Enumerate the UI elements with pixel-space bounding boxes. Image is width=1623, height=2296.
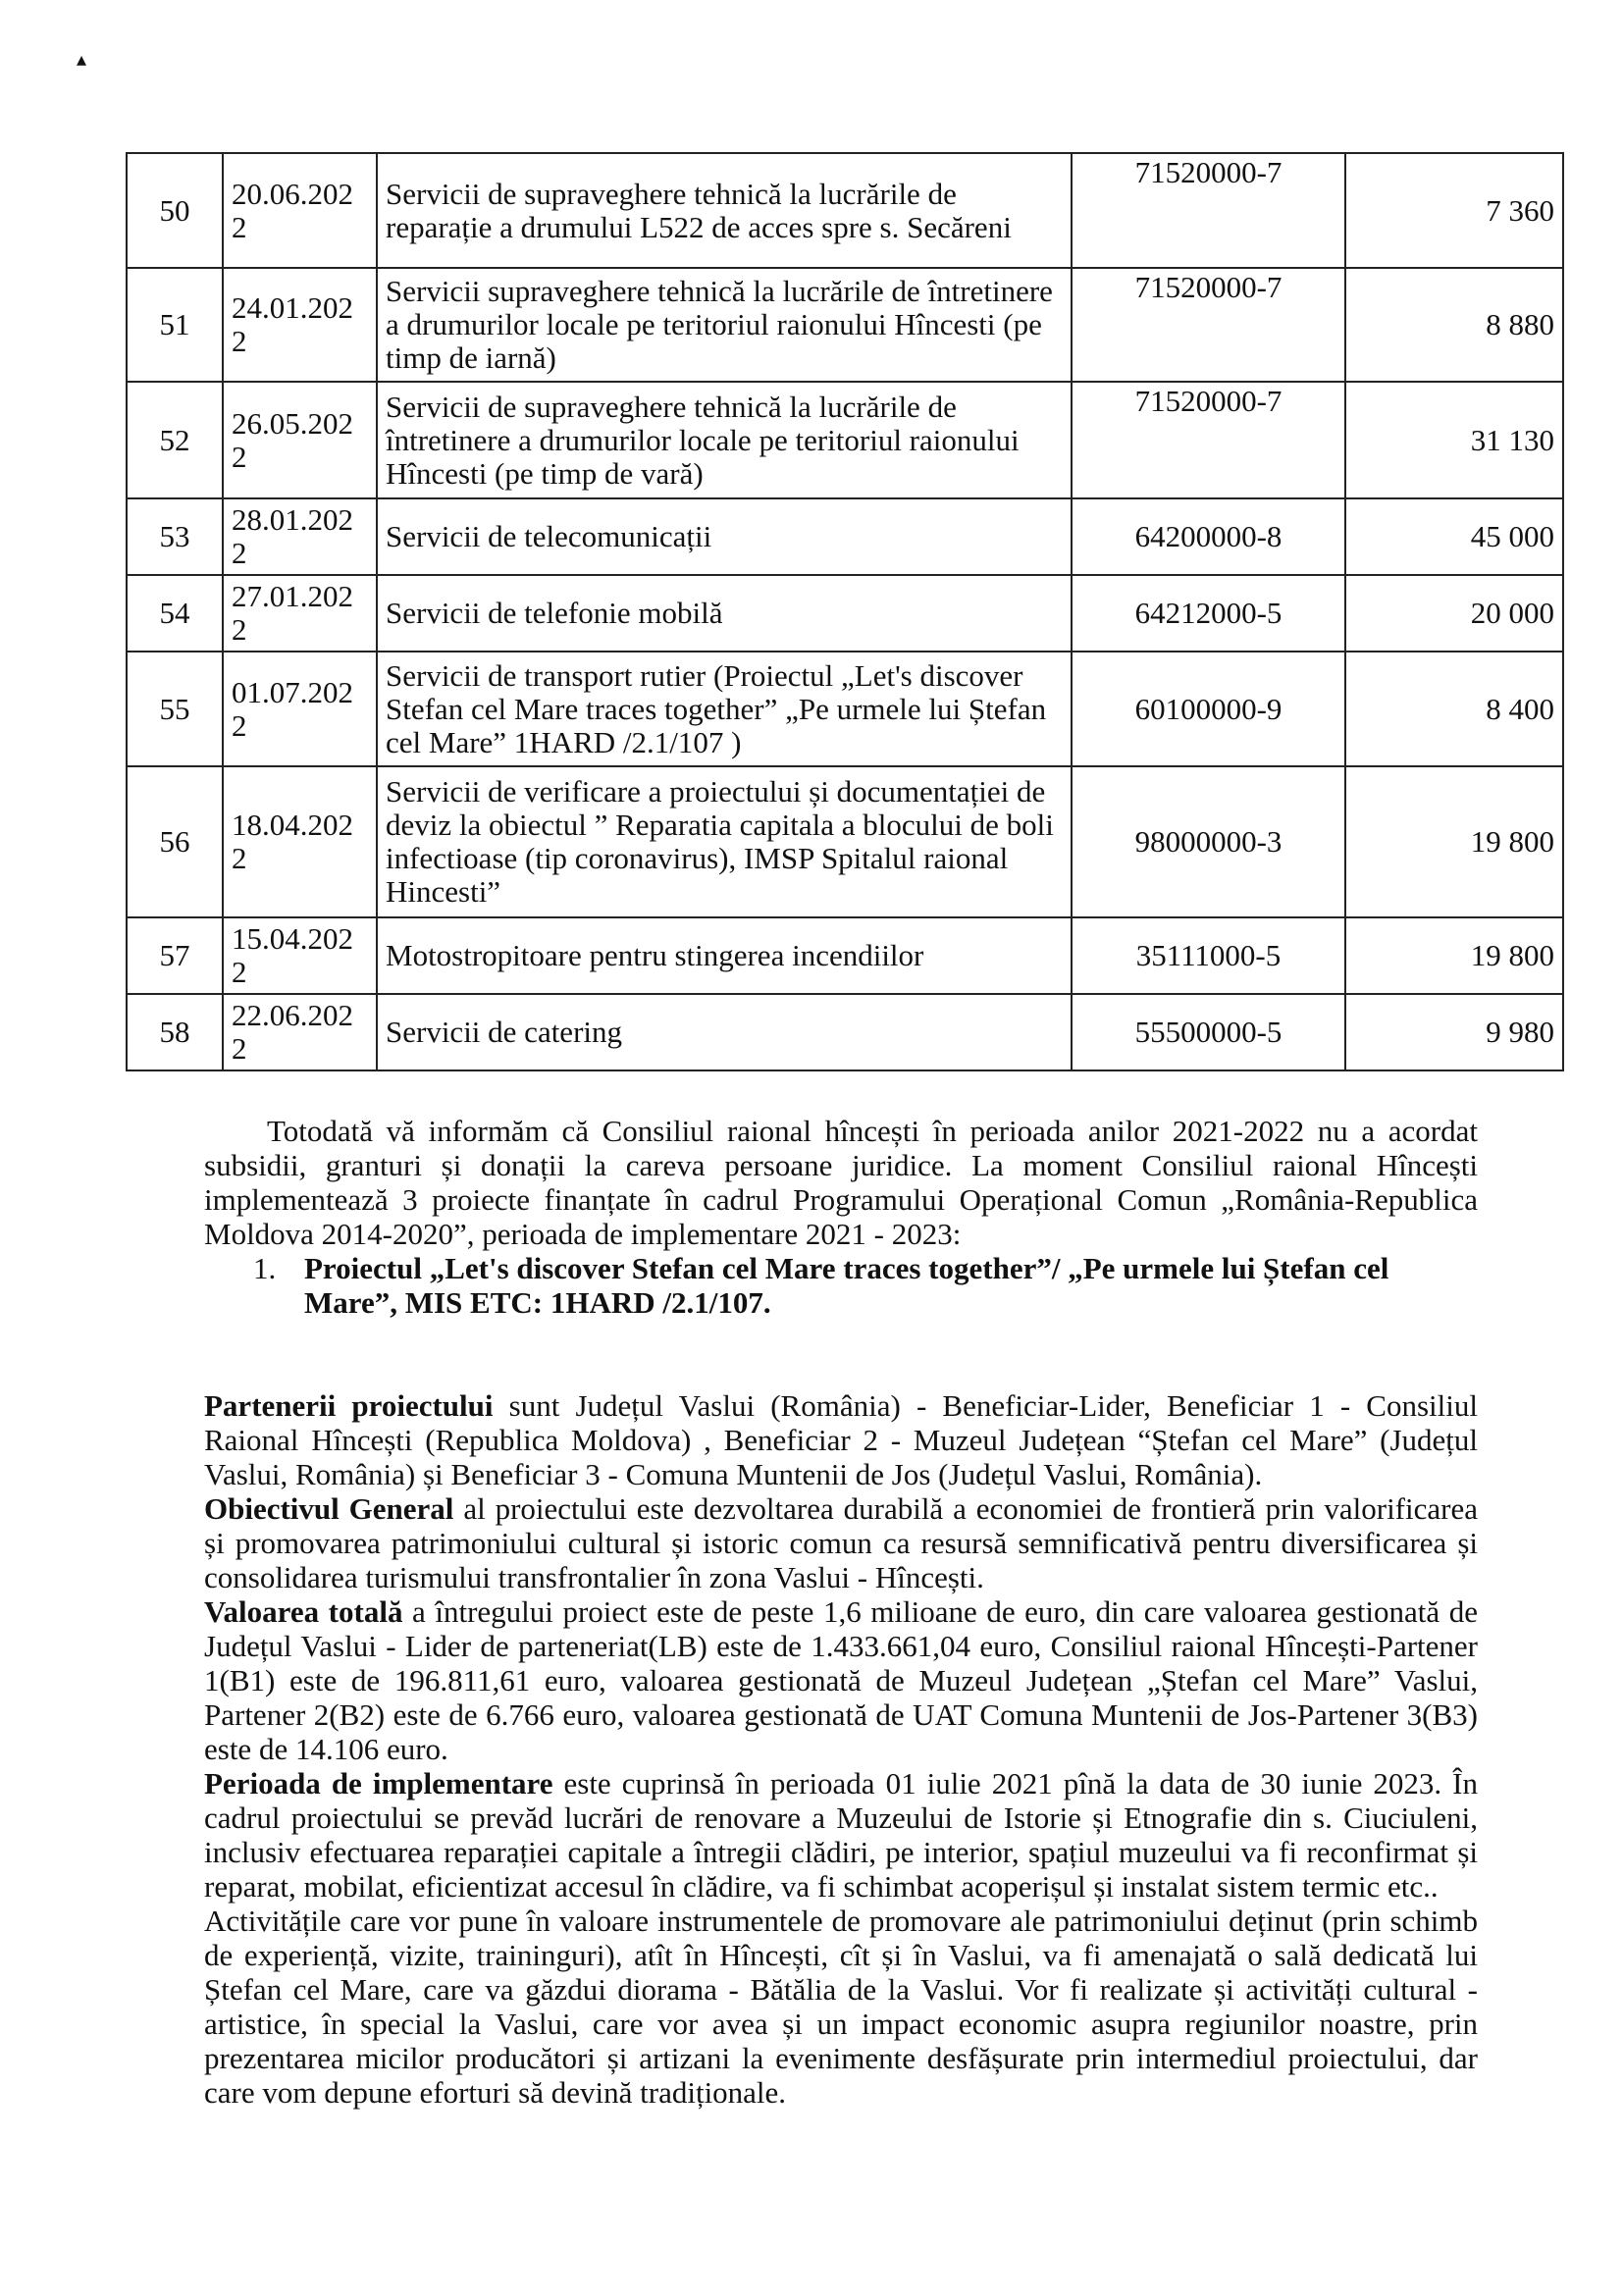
row-cpv-code: 35111000-5 [1072,917,1345,994]
row-value: 8 880 [1345,268,1563,382]
row-number: 51 [127,268,223,382]
row-description: Servicii de transport rutier (Proiectul „Let's discover Stefan cel Mare traces together” „Pe urmele lui Ștefan cel Mare” 1HARD /2.1/107 ) [377,652,1072,766]
row-description: Servicii de telefonie mobilă [377,575,1072,652]
table-row [127,498,1563,575]
row-description: Servicii de verificare a proiectului și documentației de deviz la obiectul ” Reparatia capitala a blocului de boli infectioase (tip coronavirus), IMSP Spitalul raional Hincesti” [377,766,1072,917]
value-label: Valoarea totală [204,1594,403,1629]
corner-mark: ▴ [77,49,87,71]
row-cpv-code: 71520000-7 [1072,268,1345,382]
procurement-table [126,152,1564,1071]
project-list [253,1251,1478,1320]
row-date: 15.04.2022 [223,917,377,994]
objective-paragraph [204,1491,1478,1594]
row-value: 31 130 [1345,382,1563,498]
row-description: Servicii supraveghere tehnică la lucrările de întretinere a drumurilor locale pe teritoriul raionului Hîncesti (pe timp de iarnă) [377,268,1072,382]
table-row [127,153,1563,268]
row-date: 22.06.2022 [223,994,377,1070]
partners-paragraph [204,1388,1478,1491]
row-cpv-code: 64212000-5 [1072,575,1345,652]
objective-text: al proiectului este dezvoltarea durabilă a economiei de frontieră prin valorificarea și promovarea patrimoniului cultural și istoric comun ca resursă semnificativă pentru diversificarea și consolidarea turismului transfrontalier în zona Vaslui - Hîncești. [204,1491,1478,1594]
list-item-number: 1. [253,1251,277,1285]
row-number: 54 [127,575,223,652]
value-paragraph [204,1594,1478,1766]
row-number: 53 [127,498,223,575]
row-number: 52 [127,382,223,498]
row-cpv-code: 64200000-8 [1072,498,1345,575]
row-description: Servicii de telecomunicații [377,498,1072,575]
row-value: 7 360 [1345,153,1563,268]
row-value: 8 400 [1345,652,1563,766]
row-date: 20.06.2022 [223,153,377,268]
table-row [127,575,1563,652]
row-date: 28.01.2022 [223,498,377,575]
table-row [127,652,1563,766]
row-cpv-code: 98000000-3 [1072,766,1345,917]
intro-paragraph: Totodată vă informăm că Consiliul raional hîncești în perioada anilor 2021-2022 nu a acordat subsidii, granturi și donații la careva persoane juridice. La moment Consiliul raional Hîncești implementează 3 proiecte finanțate în cadrul Programului Operațional Comun „România-Republica Moldova 2014-2020”, perioada de implementare 2021 - 2023: [204,1114,1478,1251]
row-date: 24.01.2022 [223,268,377,382]
row-cpv-code: 71520000-7 [1072,382,1345,498]
row-value: 19 800 [1345,917,1563,994]
value-text: a întregului proiect este de peste 1,6 milioane de euro, din care valoarea gestionată de Județul Vaslui - Lider de parteneriat(LB) este de 1.433.661,04 euro, Consiliul raional Hîncești-Partener 1(B1) este de 196.811,61 euro, valoarea gestionată de Muzeul Județean „Ștefan cel Mare” Vaslui, Partener 2(B2) este de 6.766 euro, valoarea gestionată de UAT Comuna Muntenii de Jos-Partener 3(B3) este de 14.106 euro. [204,1594,1478,1766]
row-number: 56 [127,766,223,917]
row-cpv-code: 71520000-7 [1072,153,1345,268]
row-description: Servicii de catering [377,994,1072,1070]
row-date: 26.05.2022 [223,382,377,498]
row-number: 55 [127,652,223,766]
period-text: este cuprinsă în perioada 01 iulie 2021 pînă la data de 30 iunie 2023. În cadrul proiectului se prevăd lucrări de renovare a Muzeului de Istorie și Etnografie din s. Ciuciuleni, inclusiv efectuarea reparației capitale a întregii clădiri, pe interior, spațiul muzeului va fi reconfirmat și reparat, mobilat, eficientizat accesul în clădire, va fi schimbat acoperișul și instalat sistem termic etc.. [204,1766,1478,1904]
row-value: 20 000 [1345,575,1563,652]
period-paragraph [204,1766,1478,1904]
table-row [127,766,1563,917]
table-row [127,917,1563,994]
period-label: Perioada de implementare [204,1766,553,1800]
row-description: Servicii de supraveghere tehnică la lucrările de reparație a drumului L522 de acces spre s. Secăreni [377,153,1072,268]
table-row [127,268,1563,382]
row-cpv-code: 55500000-5 [1072,994,1345,1070]
row-description: Servicii de supraveghere tehnică la lucrările de întretinere a drumurilor locale pe teritoriul raionului Hîncesti (pe timp de vară) [377,382,1072,498]
objective-label: Obiectivul General [204,1491,454,1526]
table-row [127,382,1563,498]
row-number: 58 [127,994,223,1070]
row-date: 27.01.2022 [223,575,377,652]
project-details [204,1388,1478,2110]
row-date: 18.04.2022 [223,766,377,917]
row-cpv-code: 60100000-9 [1072,652,1345,766]
partners-text: sunt Județul Vaslui (România) - Beneficiar-Lider, Beneficiar 1 - Consiliul Raional Hîncești (Republica Moldova) , Beneficiar 2 - Muzeul Județean “Ștefan cel Mare” (Județul Vaslui, România) și Beneficiar 3 - Comuna Muntenii de Jos (Județul Vaslui, România). [204,1388,1478,1491]
list-item-title: Proiectul „Let's discover Stefan cel Mare traces together”/ „Pe urmele lui Ștefan cel Mare”, MIS ETC: 1HARD /2.1/107. [304,1251,1389,1320]
row-date: 01.07.2022 [223,652,377,766]
partners-label: Partenerii proiectului [204,1388,494,1423]
row-value: 45 000 [1345,498,1563,575]
row-number: 50 [127,153,223,268]
table-row [127,994,1563,1070]
row-value: 9 980 [1345,994,1563,1070]
row-description: Motostropitoare pentru stingerea incendiilor [377,917,1072,994]
row-number: 57 [127,917,223,994]
activities-paragraph: Activitățile care vor pune în valoare instrumentele de promovare ale patrimoniului deținut (prin schimb de experiență, vizite, traininguri), atît în Hîncești, cît și în Vaslui, va fi amenajată o sală dedicată lui Ștefan cel Mare, care va găzdui diorama - Bătălia de la Vaslui. Vor fi realizate și activități cultural - artistice, în special la Vaslui, care vor avea și un impact economic asupra regiunilor noastre, prin prezentarea micilor producători și artizani la evenimente desfășurate prin intermediul proiectului, dar care vom depune eforturi să devină tradiționale. [204,1904,1478,2110]
row-value: 19 800 [1345,766,1563,917]
